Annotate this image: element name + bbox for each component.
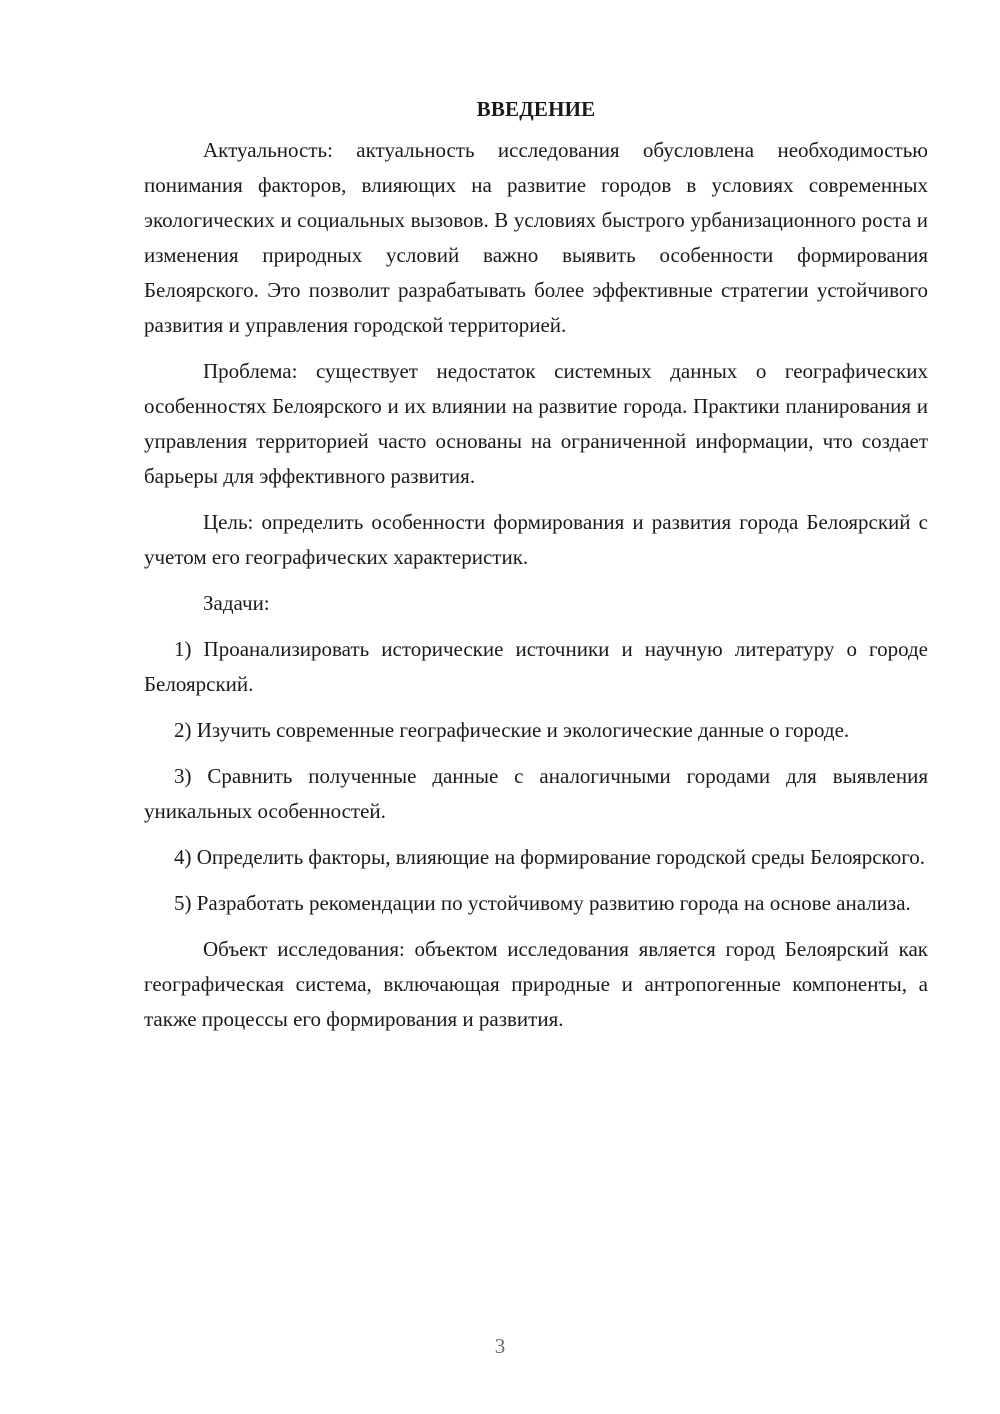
list-item: 2) Изучить современные географические и экологические данные о городе. xyxy=(174,718,850,742)
page-content xyxy=(144,92,928,1048)
page-title: ВВЕДЕНИЕ xyxy=(476,97,596,121)
list-item: 5) Разработать рекомендации по устойчивому развитию города на основе анализа. xyxy=(174,891,911,915)
list-item: 4) Определить факторы, влияющие на формирование городской среды Белоярского. xyxy=(174,845,926,869)
list-item: 3) Сравнить полученные данные с аналогичными городами для выявления уникальных особенностей. xyxy=(144,764,928,823)
page-number: 3 xyxy=(494,1334,506,1358)
object-paragraph: Объект исследования: объектом исследования является город Белоярский как географическая система, включающая природные и антропогенные компоненты, а также процессы его формирования и развития. xyxy=(144,937,928,1031)
tasks-heading: Задачи: xyxy=(203,591,270,615)
relevance-paragraph: Актуальность: актуальность исследования обусловлена необходимостью понимания факторов, влияющих на развитие городов в условиях современных экологических и социальных вызовов. В условиях быстрого урбанизационного роста и изменения природных условий важно выявить особенности формирования Белоярского. Это позволит разрабатывать более эффективные стратегии устойчивого развития и управления городской территорией. xyxy=(144,138,928,337)
tasks-list xyxy=(144,632,928,921)
problem-paragraph: Проблема: существует недостаток системных данных о географических особенностях Белоярского и их влиянии на развитие города. Практики планирования и управления территорией часто основаны на ограниченной информации, что создает барьеры для эффективного развития. xyxy=(144,359,928,488)
goal-paragraph: Цель: определить особенности формирования и развития города Белоярский с учетом его географических характеристик. xyxy=(144,510,928,569)
list-item: 1) Проанализировать исторические источники и научную литературу о городе Белоярский. xyxy=(144,637,928,696)
